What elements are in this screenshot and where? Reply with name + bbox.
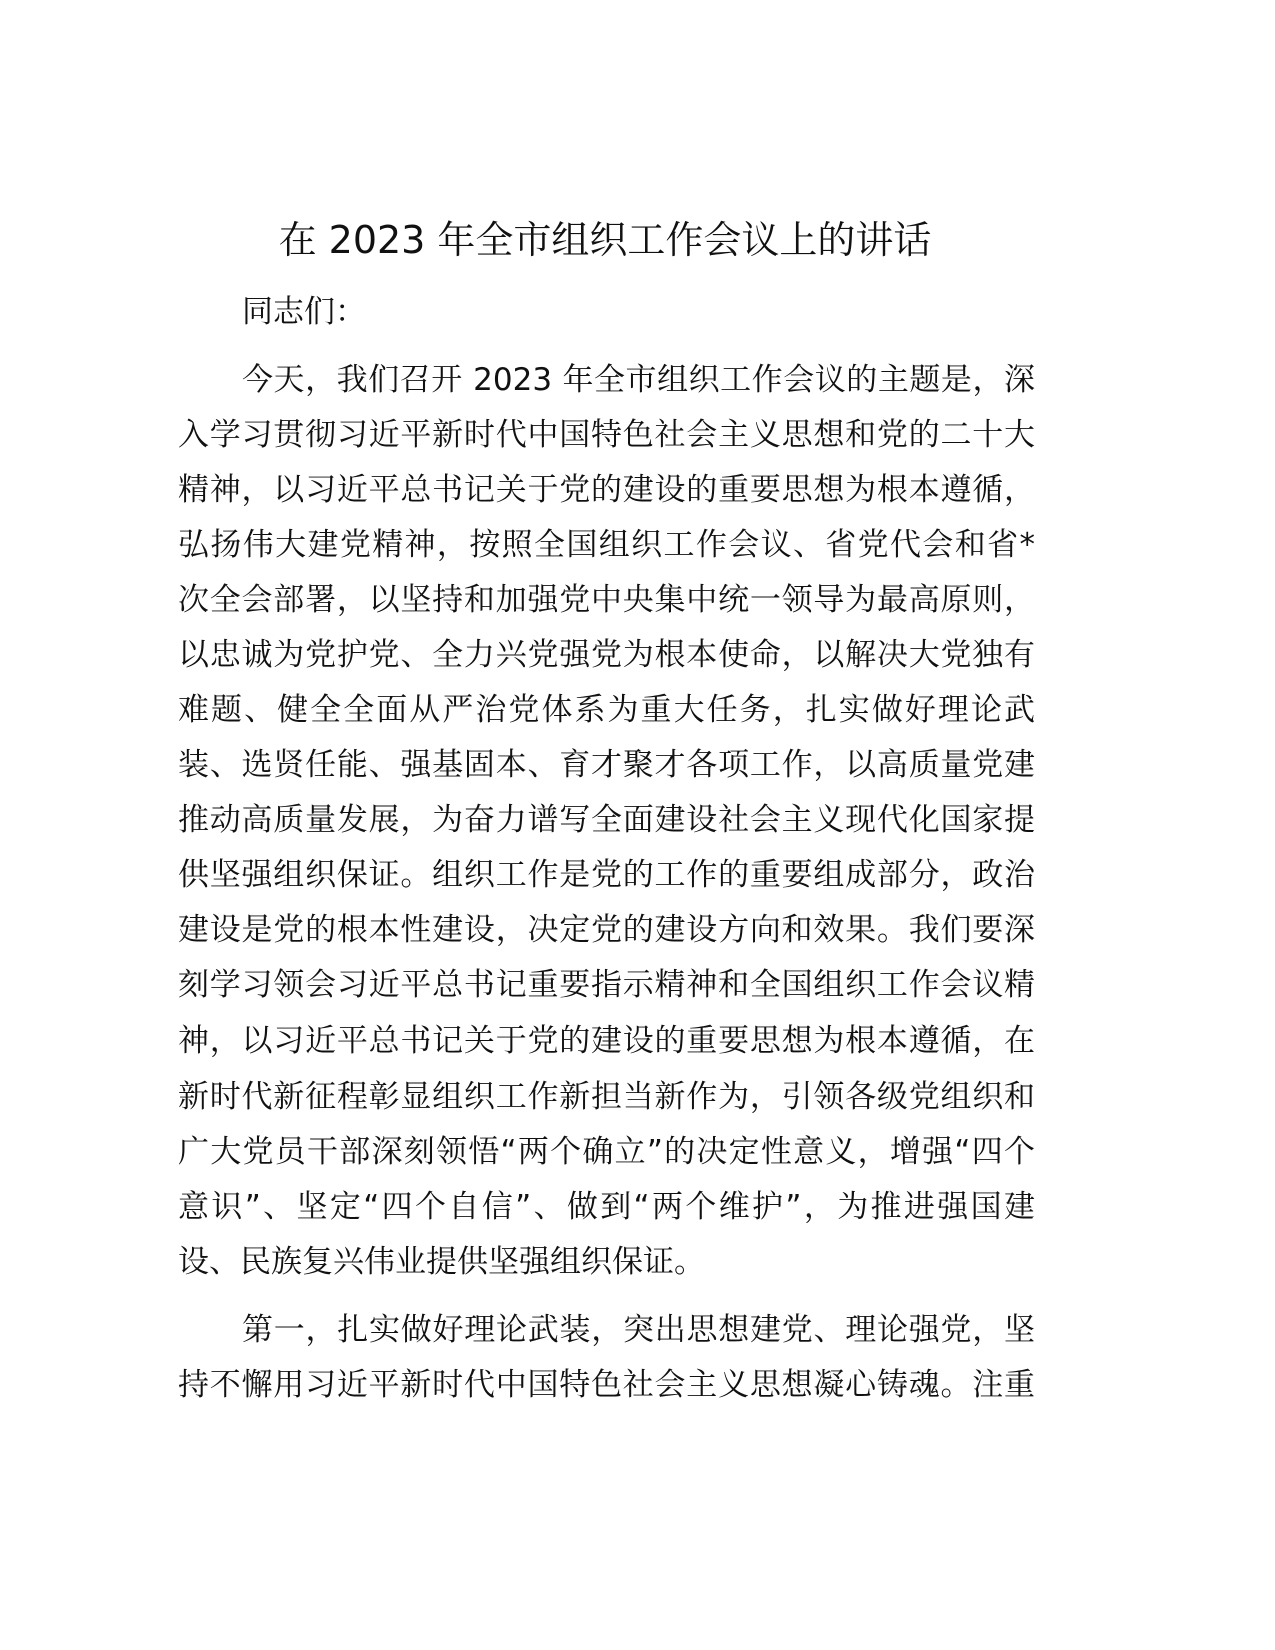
- salutation: 同志们：: [242, 294, 366, 330]
- paragraph-line: 难题、健全全面从严治党体系为重大任务，扎实做好理论武: [178, 692, 1035, 728]
- paragraph-line: 意识”、坚定“四个自信”、做到“两个维护”，为推进强国建: [178, 1189, 1035, 1225]
- paragraph-line: 以忠诚为党护党、全力兴党强党为根本使命，以解决大党独有: [178, 637, 1035, 673]
- paragraph-line: 新时代新征程彰显组织工作新担当新作为，引领各级党组织和: [178, 1079, 1035, 1115]
- paragraph-line: 建设是党的根本性建设，决定党的建设方向和效果。我们要深: [178, 912, 1035, 948]
- paragraph-line: 推动高质量发展，为奋力谱写全面建设社会主义现代化国家提: [178, 802, 1035, 838]
- paragraph-line: 供坚强组织保证。组织工作是党的工作的重要组成部分，政治: [178, 857, 1035, 893]
- paragraph-line: 今天，我们召开 2023 年全市组织工作会议的主题是，深: [242, 362, 1035, 398]
- paragraph-line: 第一，扎实做好理论武装，突出思想建党、理论强党，坚: [242, 1312, 1035, 1348]
- paragraph-line: 刻学习领会习近平总书记重要指示精神和全国组织工作会议精: [178, 967, 1035, 1003]
- paragraph-line: 入学习贯彻习近平新时代中国特色社会主义思想和党的二十大: [178, 417, 1035, 453]
- document-title: 在 2023 年全市组织工作会议上的讲话: [278, 218, 932, 262]
- paragraph-line: 精神，以习近平总书记关于党的建设的重要思想为根本遵循，: [178, 472, 1035, 508]
- paragraph-line: 神，以习近平总书记关于党的建设的重要思想为根本遵循，在: [178, 1023, 1035, 1059]
- paragraph-line: 装、选贤任能、强基固本、育才聚才各项工作，以高质量党建: [178, 747, 1035, 783]
- paragraph-line: 次全会部署，以坚持和加强党中央集中统一领导为最高原则，: [178, 582, 1035, 618]
- paragraph-line: 持不懈用习近平新时代中国特色社会主义思想凝心铸魂。注重: [178, 1367, 1035, 1403]
- paragraph-line: 设、民族复兴伟业提供坚强组织保证。: [178, 1244, 705, 1280]
- paragraph-line: 广大党员干部深刻领悟“两个确立”的决定性意义，增强“四个: [178, 1134, 1035, 1170]
- paragraph-line: 弘扬伟大建党精神，按照全国组织工作会议、省党代会和省*: [178, 527, 1035, 563]
